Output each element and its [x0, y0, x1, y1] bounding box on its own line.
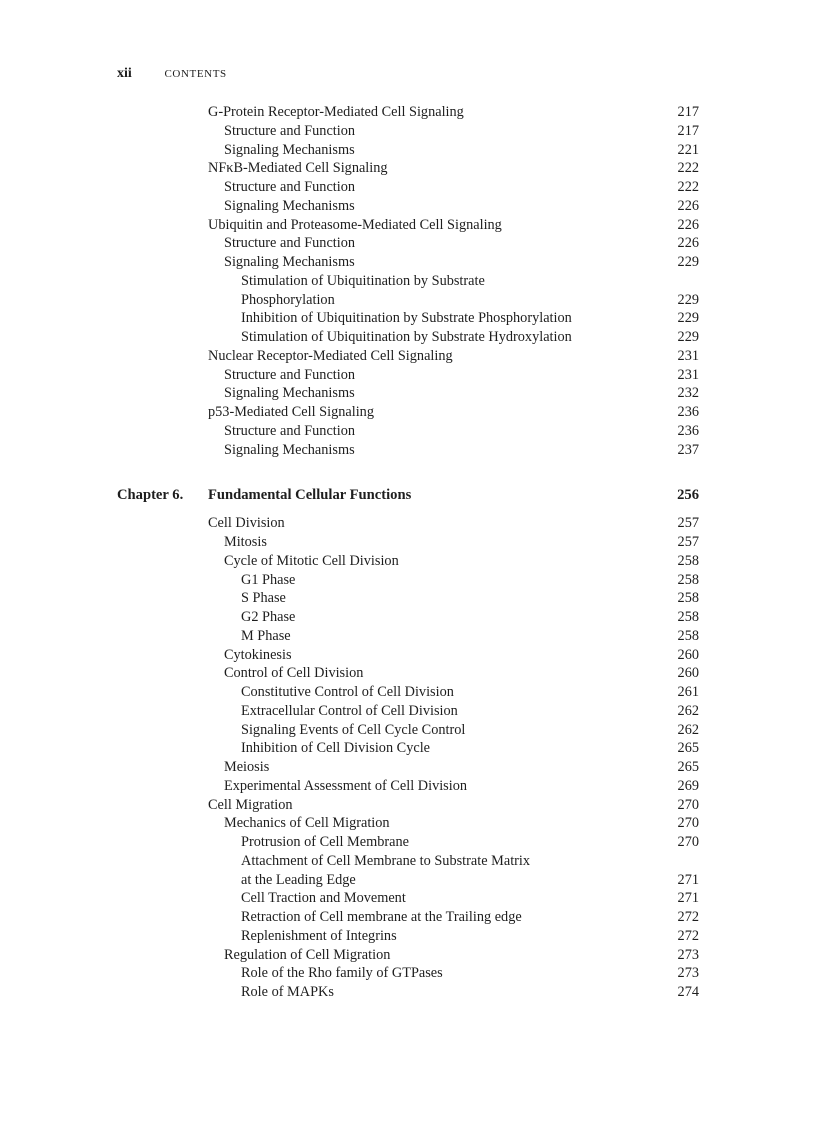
- toc-entry-title: Signaling Mechanisms: [224, 441, 355, 458]
- toc-entry-title: Signaling Mechanisms: [224, 141, 355, 158]
- chapter-page-number: 256: [677, 487, 699, 504]
- toc-entry-title: Retraction of Cell membrane at the Trailing edge: [241, 909, 522, 925]
- toc-entry-page: 231: [677, 347, 699, 364]
- toc-entry-page: 258: [677, 552, 699, 569]
- toc-entry[interactable]: [0, 441, 816, 460]
- toc-entry-page: 260: [677, 646, 699, 663]
- toc-entry[interactable]: [0, 852, 816, 871]
- toc-entry[interactable]: [0, 122, 816, 141]
- toc-entry[interactable]: [0, 291, 816, 310]
- toc-entry[interactable]: [0, 758, 816, 777]
- chapter-title: Fundamental Cellular Functions: [208, 487, 412, 504]
- toc-entry-page: 229: [677, 310, 699, 327]
- toc-entry-page: 222: [677, 160, 699, 177]
- toc-entry-title: Cytokinesis: [224, 646, 292, 663]
- toc-entry-title: Mechanics of Cell Migration: [224, 815, 390, 832]
- toc-entry[interactable]: [0, 309, 816, 328]
- toc-entry[interactable]: [0, 347, 816, 366]
- toc-entry[interactable]: [0, 403, 816, 422]
- toc-entry[interactable]: [0, 908, 816, 927]
- toc-entry-title: M Phase: [241, 627, 291, 644]
- toc-entry-title: G1 Phase: [241, 571, 296, 588]
- toc-entry-title: Nuclear Receptor-Mediated Cell Signaling: [208, 347, 453, 364]
- toc-entry-title: Meiosis: [224, 759, 270, 775]
- toc-entry[interactable]: [0, 814, 816, 833]
- toc-entry[interactable]: [0, 589, 816, 608]
- toc-entry-page: 274: [677, 984, 699, 1000]
- toc-entry-page: 270: [677, 796, 699, 813]
- toc-entry-page: 217: [677, 122, 699, 139]
- toc-entry-page: 257: [677, 515, 699, 532]
- toc-entry-title: Cell Migration: [208, 796, 293, 813]
- toc-entry-page: 226: [677, 197, 699, 214]
- toc-entry-page: 236: [677, 404, 699, 420]
- toc-entry-title: Structure and Function: [224, 366, 356, 383]
- toc-entry-page: 272: [677, 927, 699, 944]
- toc-entry-title: Attachment of Cell Membrane to Substrate Matrix: [241, 852, 531, 869]
- toc-entry[interactable]: [0, 627, 816, 646]
- toc-entry[interactable]: [0, 983, 816, 1002]
- toc-entry-title: Control of Cell Division: [224, 665, 364, 682]
- toc-entry[interactable]: [0, 552, 816, 571]
- toc-entry-title: Signaling Mechanisms: [224, 254, 355, 270]
- running-header: [117, 66, 227, 84]
- toc-entry-title: p53-Mediated Cell Signaling: [208, 404, 374, 420]
- toc-entry-page: 273: [677, 965, 699, 982]
- toc-entry-title: Stimulation of Ubiquitination by Substrate: [241, 272, 485, 289]
- toc-entry-title: Protrusion of Cell Membrane: [241, 834, 409, 850]
- toc-entry-title: Structure and Function: [224, 179, 356, 195]
- toc-entry-page: 258: [677, 609, 699, 625]
- toc-entry-title: Role of MAPKs: [241, 984, 334, 1000]
- toc-entry-page: 221: [677, 141, 699, 158]
- toc-entry[interactable]: [0, 234, 816, 253]
- toc-entry-page: 232: [677, 385, 699, 402]
- toc-entry-page: 270: [677, 815, 699, 832]
- toc-entry-title: Structure and Function: [224, 422, 356, 439]
- toc-entry-title: Structure and Function: [224, 235, 356, 252]
- toc-entry[interactable]: [0, 422, 816, 441]
- toc-entry-page: 262: [677, 721, 699, 738]
- toc-entry-title: S Phase: [241, 590, 286, 607]
- toc-entry[interactable]: [0, 571, 816, 590]
- toc-entry[interactable]: [0, 103, 816, 122]
- toc-entry[interactable]: [0, 796, 816, 815]
- toc-section-signaling: [0, 103, 816, 459]
- toc-entry-page: 260: [677, 665, 699, 682]
- toc-entry[interactable]: [0, 533, 816, 552]
- toc-entry-page: 265: [677, 759, 699, 775]
- toc-entry[interactable]: [0, 366, 816, 385]
- toc-entry-title: Regulation of Cell Migration: [224, 946, 391, 963]
- toc-entry-title: Experimental Assessment of Cell Division: [224, 777, 468, 794]
- toc-entry[interactable]: [0, 141, 816, 160]
- toc-entry[interactable]: [0, 683, 816, 702]
- toc-entry-title: Cycle of Mitotic Cell Division: [224, 552, 399, 569]
- toc-entry[interactable]: [0, 272, 816, 291]
- toc-entry[interactable]: [0, 871, 816, 890]
- page-number: xii: [117, 66, 132, 81]
- toc-entry-title: Inhibition of Cell Division Cycle: [241, 740, 431, 757]
- toc-entry-page: 231: [677, 366, 699, 383]
- toc-entry[interactable]: [0, 964, 816, 983]
- toc-entry[interactable]: [0, 197, 816, 216]
- toc-entry[interactable]: [0, 739, 816, 758]
- toc-entry[interactable]: [0, 253, 816, 272]
- toc-entry-title: Structure and Function: [224, 122, 356, 139]
- toc-entry-page: 229: [677, 291, 699, 308]
- toc-entry-page: 258: [677, 627, 699, 644]
- toc-entry[interactable]: [0, 721, 816, 740]
- toc-entry[interactable]: [0, 328, 816, 347]
- toc-entry[interactable]: [0, 889, 816, 908]
- toc-section-cellular-functions: [0, 514, 816, 1002]
- toc-entry-page: 271: [677, 890, 699, 907]
- toc-entry-title: at the Leading Edge: [241, 871, 356, 888]
- toc-entry-page: 273: [677, 946, 699, 963]
- table-of-contents: [0, 103, 816, 1002]
- toc-entry-page: 226: [677, 216, 699, 233]
- toc-entry[interactable]: [0, 178, 816, 197]
- toc-entry[interactable]: [0, 927, 816, 946]
- toc-entry-title: Signaling Mechanisms: [224, 197, 355, 214]
- toc-entry[interactable]: [0, 514, 816, 533]
- toc-entry-title: Cell Traction and Movement: [241, 890, 406, 907]
- toc-entry-title: NFκB-Mediated Cell Signaling: [208, 160, 388, 177]
- toc-entry-page: 258: [677, 590, 699, 607]
- toc-entry-page: 237: [677, 441, 699, 458]
- toc-entry[interactable]: [0, 946, 816, 965]
- toc-entry-title: Inhibition of Ubiquitination by Substrate Phosphorylation: [241, 310, 572, 327]
- toc-entry-page: 222: [677, 179, 699, 195]
- toc-entry[interactable]: [0, 702, 816, 721]
- toc-entry-title: Ubiquitin and Proteasome-Mediated Cell Signaling: [208, 216, 502, 233]
- toc-entry-page: 269: [677, 777, 699, 794]
- toc-entry[interactable]: [0, 664, 816, 683]
- toc-entry-page: 236: [677, 422, 699, 439]
- toc-entry-title: Replenishment of Integrins: [241, 927, 397, 944]
- toc-entry-title: Signaling Mechanisms: [224, 385, 355, 402]
- toc-entry-page: 258: [677, 571, 699, 588]
- toc-entry-title: Phosphorylation: [241, 291, 335, 308]
- toc-entry-title: G-Protein Receptor-Mediated Cell Signaling: [208, 104, 464, 120]
- toc-entry[interactable]: [0, 777, 816, 796]
- toc-entry-page: 272: [677, 909, 699, 925]
- toc-entry-page: 229: [677, 329, 699, 345]
- toc-entry[interactable]: [0, 646, 816, 665]
- toc-entry[interactable]: [0, 384, 816, 403]
- toc-entry[interactable]: [0, 216, 816, 235]
- toc-entry-page: 270: [677, 834, 699, 850]
- toc-entry-page: 262: [677, 702, 699, 719]
- toc-entry-title: Cell Division: [208, 515, 285, 532]
- toc-entry-title: Extracellular Control of Cell Division: [241, 702, 458, 719]
- toc-entry[interactable]: [0, 159, 816, 178]
- toc-entry-title: Mitosis: [224, 534, 267, 550]
- toc-entry-title: Signaling Events of Cell Cycle Control: [241, 721, 466, 738]
- toc-entry[interactable]: [0, 833, 816, 852]
- toc-entry-page: 257: [677, 534, 699, 550]
- chapter-label: Chapter 6.: [117, 487, 184, 504]
- toc-entry-title: Constitutive Control of Cell Division: [241, 684, 454, 700]
- toc-entry-title: Role of the Rho family of GTPases: [241, 965, 443, 982]
- toc-entry-page: 261: [677, 684, 699, 700]
- toc-entry-page: 271: [677, 871, 699, 888]
- running-title: CONTENTS: [164, 68, 227, 80]
- toc-entry-page: 265: [677, 740, 699, 757]
- toc-entry-page: 226: [677, 235, 699, 252]
- chapter-heading[interactable]: [0, 486, 816, 512]
- toc-entry-page: 229: [677, 254, 699, 270]
- toc-entry[interactable]: [0, 608, 816, 627]
- toc-entry-title: Stimulation of Ubiquitination by Substrate Hydroxylation: [241, 329, 572, 345]
- toc-entry-title: G2 Phase: [241, 609, 296, 625]
- toc-entry-page: 217: [677, 104, 699, 120]
